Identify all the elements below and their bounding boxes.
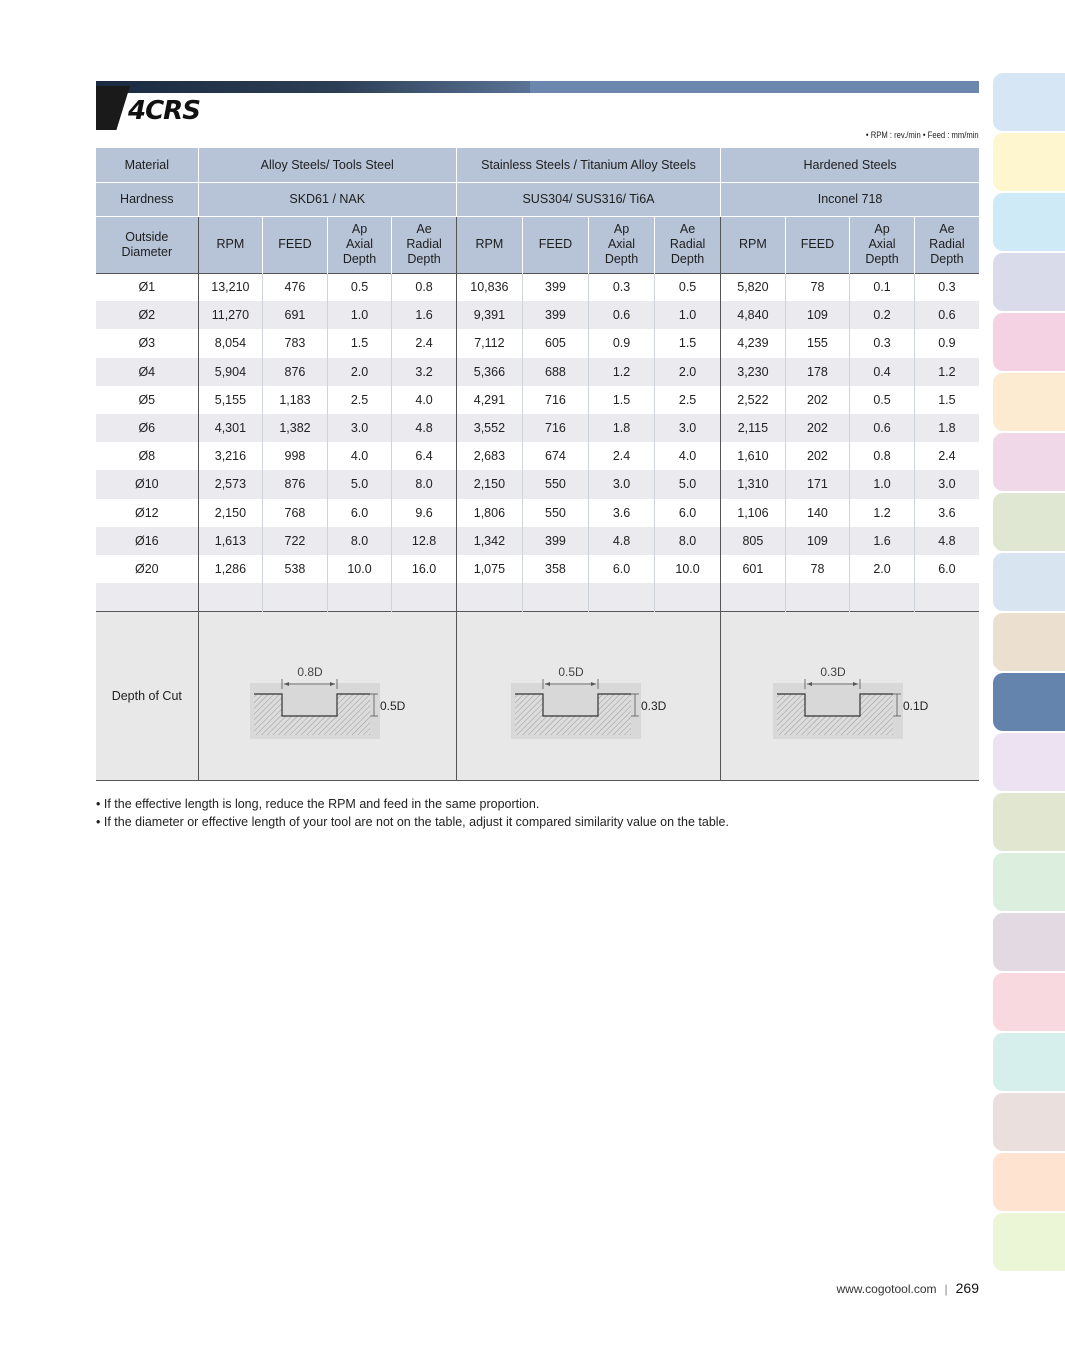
table-cell: 722 — [263, 527, 328, 555]
table-cell: 399 — [522, 273, 588, 301]
table-cell: 0.9 — [588, 329, 654, 357]
table-cell: 1.5 — [914, 386, 979, 414]
rpm-header: RPM — [721, 216, 786, 273]
table-row — [96, 358, 979, 386]
table-cell: 2.4 — [914, 442, 979, 470]
table-cell: 1,610 — [721, 442, 786, 470]
table-cell: 2,683 — [456, 442, 522, 470]
table-cell: 5.0 — [655, 470, 721, 498]
table-cell: 3,216 — [198, 442, 263, 470]
table-body — [96, 273, 979, 611]
header-bar — [96, 81, 530, 93]
table-cell: 1.2 — [914, 358, 979, 386]
table-cell: 1.5 — [655, 329, 721, 357]
table-cell: 6.4 — [392, 442, 457, 470]
section-tabs — [993, 73, 1065, 1273]
table-row — [96, 527, 979, 555]
table-cell — [522, 583, 588, 611]
radial-depth-header: Ae Radial Depth — [655, 216, 721, 273]
table-cell — [914, 583, 979, 611]
table-cell — [456, 583, 522, 611]
slot-depth-label: 0.1D — [903, 698, 929, 713]
hardness-row — [96, 182, 979, 216]
table-cell: 3.0 — [588, 470, 654, 498]
cutting-conditions-table — [96, 148, 979, 781]
table-cell: 688 — [522, 358, 588, 386]
table-cell: 1.0 — [850, 470, 915, 498]
table-cell: 0.4 — [850, 358, 915, 386]
table-cell: 2,150 — [456, 470, 522, 498]
table-cell: 13,210 — [198, 273, 263, 301]
table-cell: 109 — [785, 301, 850, 329]
table-cell — [263, 583, 328, 611]
table-cell: 12.8 — [392, 527, 457, 555]
table-cell: 4.0 — [655, 442, 721, 470]
slot-width-label: 0.3D — [820, 664, 846, 679]
table-cell: 0.1 — [850, 273, 915, 301]
table-cell: 2.0 — [850, 555, 915, 583]
depth-of-cut-diagram-1 — [198, 611, 456, 780]
table-cell: 1,286 — [198, 555, 263, 583]
table-cell: 1.5 — [588, 386, 654, 414]
table-cell: 1.0 — [655, 301, 721, 329]
table-cell: 0.3 — [850, 329, 915, 357]
table-cell: 1.5 — [327, 329, 392, 357]
table-cell: 6.0 — [914, 555, 979, 583]
diameter-cell: Ø8 — [96, 442, 198, 470]
table-cell: 1.6 — [850, 527, 915, 555]
table-cell: 0.3 — [588, 273, 654, 301]
section-tab[interactable] — [993, 733, 1065, 791]
diameter-cell: Ø6 — [96, 414, 198, 442]
table-cell: 6.0 — [655, 499, 721, 527]
table-cell: 2.0 — [327, 358, 392, 386]
table-cell: 2.4 — [392, 329, 457, 357]
diameter-cell: Ø4 — [96, 358, 198, 386]
table-cell: 1.0 — [327, 301, 392, 329]
header-bar-accent — [530, 81, 979, 93]
table-cell: 4,239 — [721, 329, 786, 357]
table-cell: 5,366 — [456, 358, 522, 386]
table-cell: 8,054 — [198, 329, 263, 357]
table-cell: 805 — [721, 527, 786, 555]
diameter-cell: Ø12 — [96, 499, 198, 527]
section-tab[interactable] — [993, 73, 1065, 131]
table-cell — [850, 583, 915, 611]
depth-of-cut-diagram-3 — [721, 611, 979, 780]
table-cell: 998 — [263, 442, 328, 470]
table-cell: 3,230 — [721, 358, 786, 386]
table-row — [96, 414, 979, 442]
table-cell: 155 — [785, 329, 850, 357]
table-cell: 674 — [522, 442, 588, 470]
rpm-header: RPM — [198, 216, 263, 273]
table-row — [96, 470, 979, 498]
table-cell: 0.5 — [850, 386, 915, 414]
section-tab[interactable] — [993, 1033, 1065, 1091]
table-row — [96, 301, 979, 329]
slot-depth-label: 0.5D — [380, 698, 406, 713]
table-cell: 1.2 — [588, 358, 654, 386]
table-row — [96, 442, 979, 470]
table-cell: 0.6 — [850, 414, 915, 442]
table-cell: 876 — [263, 470, 328, 498]
table-cell: 538 — [263, 555, 328, 583]
table-cell: 5,155 — [198, 386, 263, 414]
hardness-group-3: Inconel 718 — [721, 182, 979, 216]
table-cell: 11,270 — [198, 301, 263, 329]
section-tab[interactable] — [993, 1153, 1065, 1211]
diameter-cell: Ø16 — [96, 527, 198, 555]
table-cell: 2.4 — [588, 442, 654, 470]
page-title: 4CRS — [128, 96, 200, 126]
section-tab[interactable] — [993, 493, 1065, 551]
note-item: • If the effective length is long, reduce the RPM and feed in the same proportion. — [96, 797, 540, 811]
footer — [836, 1280, 979, 1296]
material-group-2: Stainless Steels / Titanium Alloy Steels — [456, 148, 720, 182]
slot-width-label: 0.8D — [297, 664, 323, 679]
table-cell: 4,291 — [456, 386, 522, 414]
table-cell — [655, 583, 721, 611]
hardness-group-1: SKD61 / NAK — [198, 182, 456, 216]
diameter-cell: Ø5 — [96, 386, 198, 414]
table-cell: 876 — [263, 358, 328, 386]
table-cell: 2.5 — [655, 386, 721, 414]
material-row — [96, 148, 979, 182]
table-cell: 8.0 — [392, 470, 457, 498]
hardness-group-2: SUS304/ SUS316/ Ti6A — [456, 182, 720, 216]
table-cell: 1.2 — [850, 499, 915, 527]
table-cell: 1,183 — [263, 386, 328, 414]
axial-depth-header: Ap Axial Depth — [327, 216, 392, 273]
section-tab[interactable] — [993, 973, 1065, 1031]
table-row — [96, 329, 979, 357]
table-cell: 16.0 — [392, 555, 457, 583]
section-tab[interactable] — [993, 793, 1065, 851]
table-cell — [588, 583, 654, 611]
table-cell: 4,840 — [721, 301, 786, 329]
slot-diagram — [232, 651, 422, 741]
table-cell: 4,301 — [198, 414, 263, 442]
table-cell: 783 — [263, 329, 328, 357]
table-cell — [327, 583, 392, 611]
feed-header: FEED — [785, 216, 850, 273]
table-cell: 4.0 — [327, 442, 392, 470]
slot-width-label: 0.5D — [558, 664, 585, 679]
outside-diameter-label: Outside Diameter — [96, 216, 198, 273]
table-cell: 3.0 — [655, 414, 721, 442]
table-row — [96, 273, 979, 301]
section-tab[interactable] — [993, 853, 1065, 911]
radial-depth-header: Ae Radial Depth — [914, 216, 979, 273]
table-cell: 0.6 — [914, 301, 979, 329]
slot-diagram — [493, 651, 683, 741]
table-cell: 2.0 — [655, 358, 721, 386]
section-tab[interactable] — [993, 1093, 1065, 1151]
table-cell: 171 — [785, 470, 850, 498]
material-label: Material — [96, 148, 198, 182]
table-cell: 4.8 — [914, 527, 979, 555]
table-cell: 0.8 — [392, 273, 457, 301]
table-cell: 605 — [522, 329, 588, 357]
radial-depth-header: Ae Radial Depth — [392, 216, 457, 273]
table-cell: 5,904 — [198, 358, 263, 386]
table-cell: 178 — [785, 358, 850, 386]
table-cell: 399 — [522, 527, 588, 555]
table-cell: 0.9 — [914, 329, 979, 357]
section-tab[interactable] — [993, 613, 1065, 671]
table-cell: 4.0 — [392, 386, 457, 414]
table-cell: 5,820 — [721, 273, 786, 301]
section-tab[interactable] — [993, 913, 1065, 971]
table-cell: 4.8 — [392, 414, 457, 442]
table-cell: 9,391 — [456, 301, 522, 329]
note-item: • If the diameter or effective length of your tool are not on the table, adjust it compared similarity value on the table. — [96, 815, 729, 829]
table-cell: 2,573 — [198, 470, 263, 498]
footer-divider: | — [944, 1282, 948, 1296]
section-tab[interactable] — [993, 313, 1065, 371]
table-cell: 2.5 — [327, 386, 392, 414]
table-cell: 10.0 — [327, 555, 392, 583]
table-cell: 0.5 — [327, 273, 392, 301]
table-cell: 399 — [522, 301, 588, 329]
table-cell: 3.2 — [392, 358, 457, 386]
table-cell: 550 — [522, 499, 588, 527]
feed-header: FEED — [263, 216, 328, 273]
table-cell: 9.6 — [392, 499, 457, 527]
table-cell: 78 — [785, 555, 850, 583]
axial-depth-header: Ap Axial Depth — [588, 216, 654, 273]
table-cell — [198, 583, 263, 611]
table-cell: 1.8 — [588, 414, 654, 442]
section-tab[interactable] — [993, 673, 1065, 731]
table-cell: 3.6 — [914, 499, 979, 527]
table-cell: 476 — [263, 273, 328, 301]
table-row — [96, 583, 979, 611]
table-cell: 4.8 — [588, 527, 654, 555]
table-cell: 202 — [785, 414, 850, 442]
table-cell: 78 — [785, 273, 850, 301]
table-cell: 6.0 — [327, 499, 392, 527]
table-row — [96, 555, 979, 583]
table-row — [96, 386, 979, 414]
table-cell: 768 — [263, 499, 328, 527]
table-cell: 716 — [522, 386, 588, 414]
section-tab[interactable] — [993, 1213, 1065, 1271]
table-cell: 3.0 — [914, 470, 979, 498]
table-cell: 1,806 — [456, 499, 522, 527]
material-group-3: Hardened Steels — [721, 148, 979, 182]
table-cell: 109 — [785, 527, 850, 555]
section-tab[interactable] — [993, 373, 1065, 431]
slot-depth-label: 0.3D — [641, 698, 667, 713]
table-cell: 601 — [721, 555, 786, 583]
table-cell: 0.3 — [914, 273, 979, 301]
notes — [96, 795, 729, 831]
section-tab[interactable] — [993, 253, 1065, 311]
depth-of-cut-label: Depth of Cut — [96, 611, 198, 780]
table-cell: 550 — [522, 470, 588, 498]
section-tab[interactable] — [993, 433, 1065, 491]
table-cell: 2,150 — [198, 499, 263, 527]
hardness-label: Hardness — [96, 182, 198, 216]
table-cell: 3,552 — [456, 414, 522, 442]
table-cell: 1.6 — [392, 301, 457, 329]
diameter-cell: Ø3 — [96, 329, 198, 357]
diameter-cell: Ø20 — [96, 555, 198, 583]
feed-header: FEED — [522, 216, 588, 273]
axial-depth-header: Ap Axial Depth — [850, 216, 915, 273]
diameter-cell — [96, 583, 198, 611]
header-tab — [96, 86, 130, 130]
table-cell: 2,115 — [721, 414, 786, 442]
rpm-header: RPM — [456, 216, 522, 273]
table-cell: 358 — [522, 555, 588, 583]
table-cell: 1,382 — [263, 414, 328, 442]
table-cell: 1,310 — [721, 470, 786, 498]
table-cell: 202 — [785, 386, 850, 414]
table-cell — [785, 583, 850, 611]
section-tab[interactable] — [993, 193, 1065, 251]
table-cell: 3.0 — [327, 414, 392, 442]
diameter-cell: Ø2 — [96, 301, 198, 329]
table-cell: 1,075 — [456, 555, 522, 583]
table-cell: 8.0 — [655, 527, 721, 555]
table-cell: 0.2 — [850, 301, 915, 329]
table-cell: 0.5 — [655, 273, 721, 301]
table-row — [96, 499, 979, 527]
diameter-cell: Ø10 — [96, 470, 198, 498]
table-cell: 10,836 — [456, 273, 522, 301]
table-cell: 202 — [785, 442, 850, 470]
table-cell: 140 — [785, 499, 850, 527]
table-cell — [392, 583, 457, 611]
table-cell: 716 — [522, 414, 588, 442]
table-cell: 1,342 — [456, 527, 522, 555]
units-note: • RPM : rev./min • Feed : mm/min — [866, 130, 979, 140]
sub-header-row — [96, 216, 979, 273]
material-group-1: Alloy Steels/ Tools Steel — [198, 148, 456, 182]
table-cell: 1,613 — [198, 527, 263, 555]
table-cell: 1.8 — [914, 414, 979, 442]
table-cell: 8.0 — [327, 527, 392, 555]
table-cell: 3.6 — [588, 499, 654, 527]
section-tab[interactable] — [993, 133, 1065, 191]
diameter-cell: Ø1 — [96, 273, 198, 301]
section-tab[interactable] — [993, 553, 1065, 611]
table-cell: 2,522 — [721, 386, 786, 414]
table-cell: 7,112 — [456, 329, 522, 357]
table-cell: 10.0 — [655, 555, 721, 583]
website-link[interactable]: www.cogotool.com — [836, 1282, 937, 1296]
table-cell: 1,106 — [721, 499, 786, 527]
table-cell: 0.6 — [588, 301, 654, 329]
table-cell — [721, 583, 786, 611]
table-cell: 5.0 — [327, 470, 392, 498]
table-cell: 6.0 — [588, 555, 654, 583]
slot-diagram — [755, 651, 945, 741]
page-number: 269 — [955, 1280, 979, 1296]
depth-of-cut-row — [96, 611, 979, 780]
table-cell: 0.8 — [850, 442, 915, 470]
depth-of-cut-diagram-2 — [456, 611, 720, 780]
table-cell: 691 — [263, 301, 328, 329]
